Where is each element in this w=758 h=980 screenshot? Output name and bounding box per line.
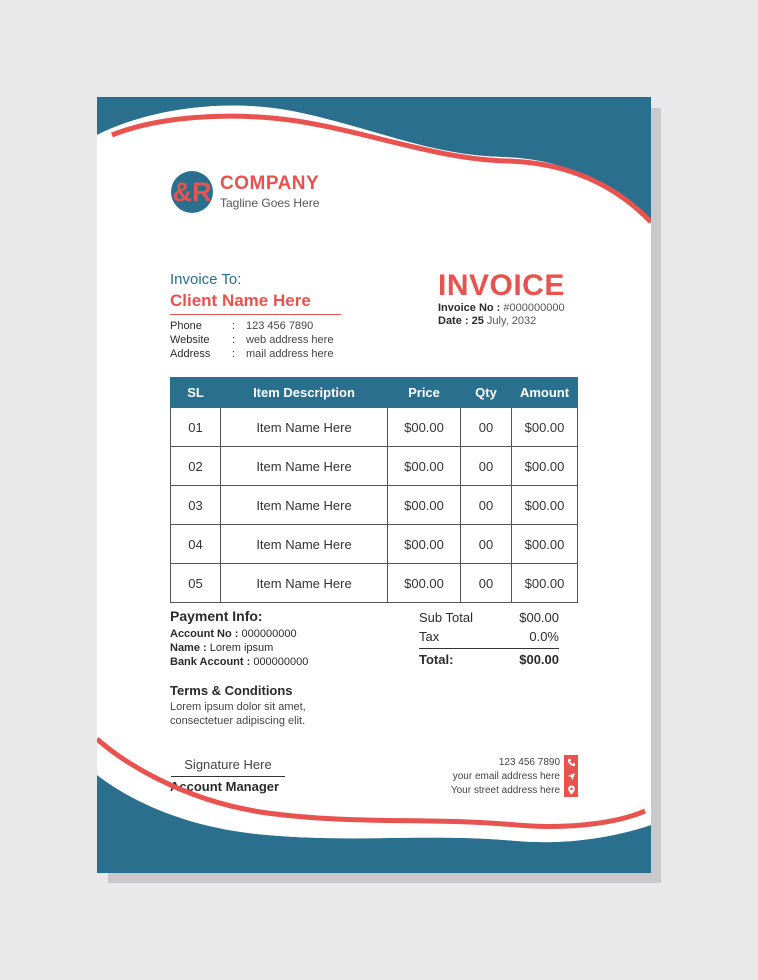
company-logo xyxy=(171,171,213,213)
payment-account-row xyxy=(170,627,308,641)
payment-info-title: Payment Info: xyxy=(170,608,263,624)
table-header-row xyxy=(171,378,578,408)
cell-qty: 00 xyxy=(461,408,512,447)
cell-price: $00.00 xyxy=(388,408,461,447)
client-field-label: Address xyxy=(170,348,211,360)
cell-item: Item Name Here xyxy=(221,525,388,564)
cell-price: $00.00 xyxy=(388,564,461,603)
tax-row xyxy=(419,627,559,646)
client-website-value: web address here xyxy=(246,334,334,346)
cell-qty: 00 xyxy=(461,447,512,486)
client-field-sep: : xyxy=(232,334,236,346)
payment-name-row xyxy=(170,641,308,655)
invoice-page xyxy=(97,97,651,873)
payment-info xyxy=(170,627,308,669)
subtotal-label: Sub Total xyxy=(419,610,473,625)
invoice-date-label: Date : xyxy=(438,315,469,327)
cell-qty: 00 xyxy=(461,525,512,564)
total-row xyxy=(419,650,559,669)
cell-amount: $00.00 xyxy=(512,564,578,603)
client-field-label: Website xyxy=(170,334,210,346)
cell-sl: 02 xyxy=(171,447,221,486)
header-qty: Qty xyxy=(461,378,512,408)
cell-sl: 05 xyxy=(171,564,221,603)
payment-account-value: 000000000 xyxy=(238,628,297,640)
payment-bank-value: 000000000 xyxy=(250,656,309,668)
client-info xyxy=(170,319,333,361)
client-field-sep: : xyxy=(232,348,236,360)
cell-amount: $00.00 xyxy=(512,525,578,564)
client-field-label: Phone xyxy=(170,320,202,332)
cell-qty: 00 xyxy=(461,564,512,603)
company-name: COMPANY xyxy=(220,173,320,194)
payment-bank-row xyxy=(170,655,308,669)
total-label: Total: xyxy=(419,652,454,667)
invoice-date-rest: July, 2032 xyxy=(483,315,537,327)
cell-price: $00.00 xyxy=(388,486,461,525)
cell-qty: 00 xyxy=(461,486,512,525)
cell-item: Item Name Here xyxy=(221,447,388,486)
table-row xyxy=(171,486,578,525)
terms-text xyxy=(170,700,306,728)
signature-role: Account Manager xyxy=(170,779,280,794)
cell-amount: $00.00 xyxy=(512,486,578,525)
payment-name-label: Name : xyxy=(170,642,207,654)
invoice-meta xyxy=(438,302,565,328)
invoice-number-value: #000000000 xyxy=(503,302,565,314)
cell-item: Item Name Here xyxy=(221,486,388,525)
terms-line: consectetuer adipiscing elit. xyxy=(170,715,306,727)
header-item-description: Item Description xyxy=(221,378,388,408)
cell-sl: 04 xyxy=(171,525,221,564)
terms-line: Lorem ipsum dolor sit amet, xyxy=(170,701,306,713)
terms-title: Terms & Conditions xyxy=(170,683,293,698)
signature-text: Signature Here xyxy=(184,757,272,772)
tax-label: Tax xyxy=(419,629,440,644)
table-row xyxy=(171,447,578,486)
table-row xyxy=(171,408,578,447)
total-value: $00.00 xyxy=(519,652,559,667)
cell-sl: 03 xyxy=(171,486,221,525)
totals-block xyxy=(419,608,559,669)
cell-item: Item Name Here xyxy=(221,564,388,603)
cell-amount: $00.00 xyxy=(512,447,578,486)
invoice-date-row xyxy=(438,315,565,328)
company-tagline: Tagline Goes Here xyxy=(220,196,320,210)
invoice-number-label: Invoice No : xyxy=(438,302,501,314)
client-address-row xyxy=(170,347,333,361)
header-amount: Amount xyxy=(512,378,578,408)
cell-price: $00.00 xyxy=(388,447,461,486)
contact-address-text: Your street address here xyxy=(450,784,560,796)
invoice-title: INVOICE xyxy=(438,269,565,302)
cell-sl: 01 xyxy=(171,408,221,447)
contact-phone-text: 123 456 7890 xyxy=(498,756,560,768)
table-row xyxy=(171,564,578,603)
client-website-row xyxy=(170,333,333,347)
cell-amount: $00.00 xyxy=(512,408,578,447)
client-name-underline xyxy=(170,314,341,315)
items-table xyxy=(170,377,578,603)
logo-glyph: &R xyxy=(172,177,212,207)
header-price: Price xyxy=(388,378,461,408)
contact-email-text: your email address here xyxy=(452,770,560,782)
subtotal-value: $00.00 xyxy=(519,610,559,625)
invoice-to-heading: Invoice To: xyxy=(170,271,242,288)
payment-account-label: Account No : xyxy=(170,628,239,640)
cell-price: $00.00 xyxy=(388,525,461,564)
header-sl: SL xyxy=(171,378,221,408)
cell-item: Item Name Here xyxy=(221,408,388,447)
bottom-wave-decoration xyxy=(97,733,651,873)
client-address-value: mail address here xyxy=(246,348,334,360)
totals-divider xyxy=(419,648,559,649)
subtotal-row xyxy=(419,608,559,627)
client-phone-value: 123 456 7890 xyxy=(246,320,314,332)
invoice-date-day: 25 xyxy=(471,315,484,327)
client-field-sep: : xyxy=(232,320,236,332)
client-phone-row xyxy=(170,319,333,333)
top-wave-decoration xyxy=(97,97,651,237)
client-name: Client Name Here xyxy=(170,291,311,310)
invoice-number-row xyxy=(438,302,565,315)
payment-name-value: Lorem ipsum xyxy=(206,642,274,654)
table-row xyxy=(171,525,578,564)
payment-bank-label: Bank Account : xyxy=(170,656,251,668)
tax-value: 0.0% xyxy=(529,629,559,644)
